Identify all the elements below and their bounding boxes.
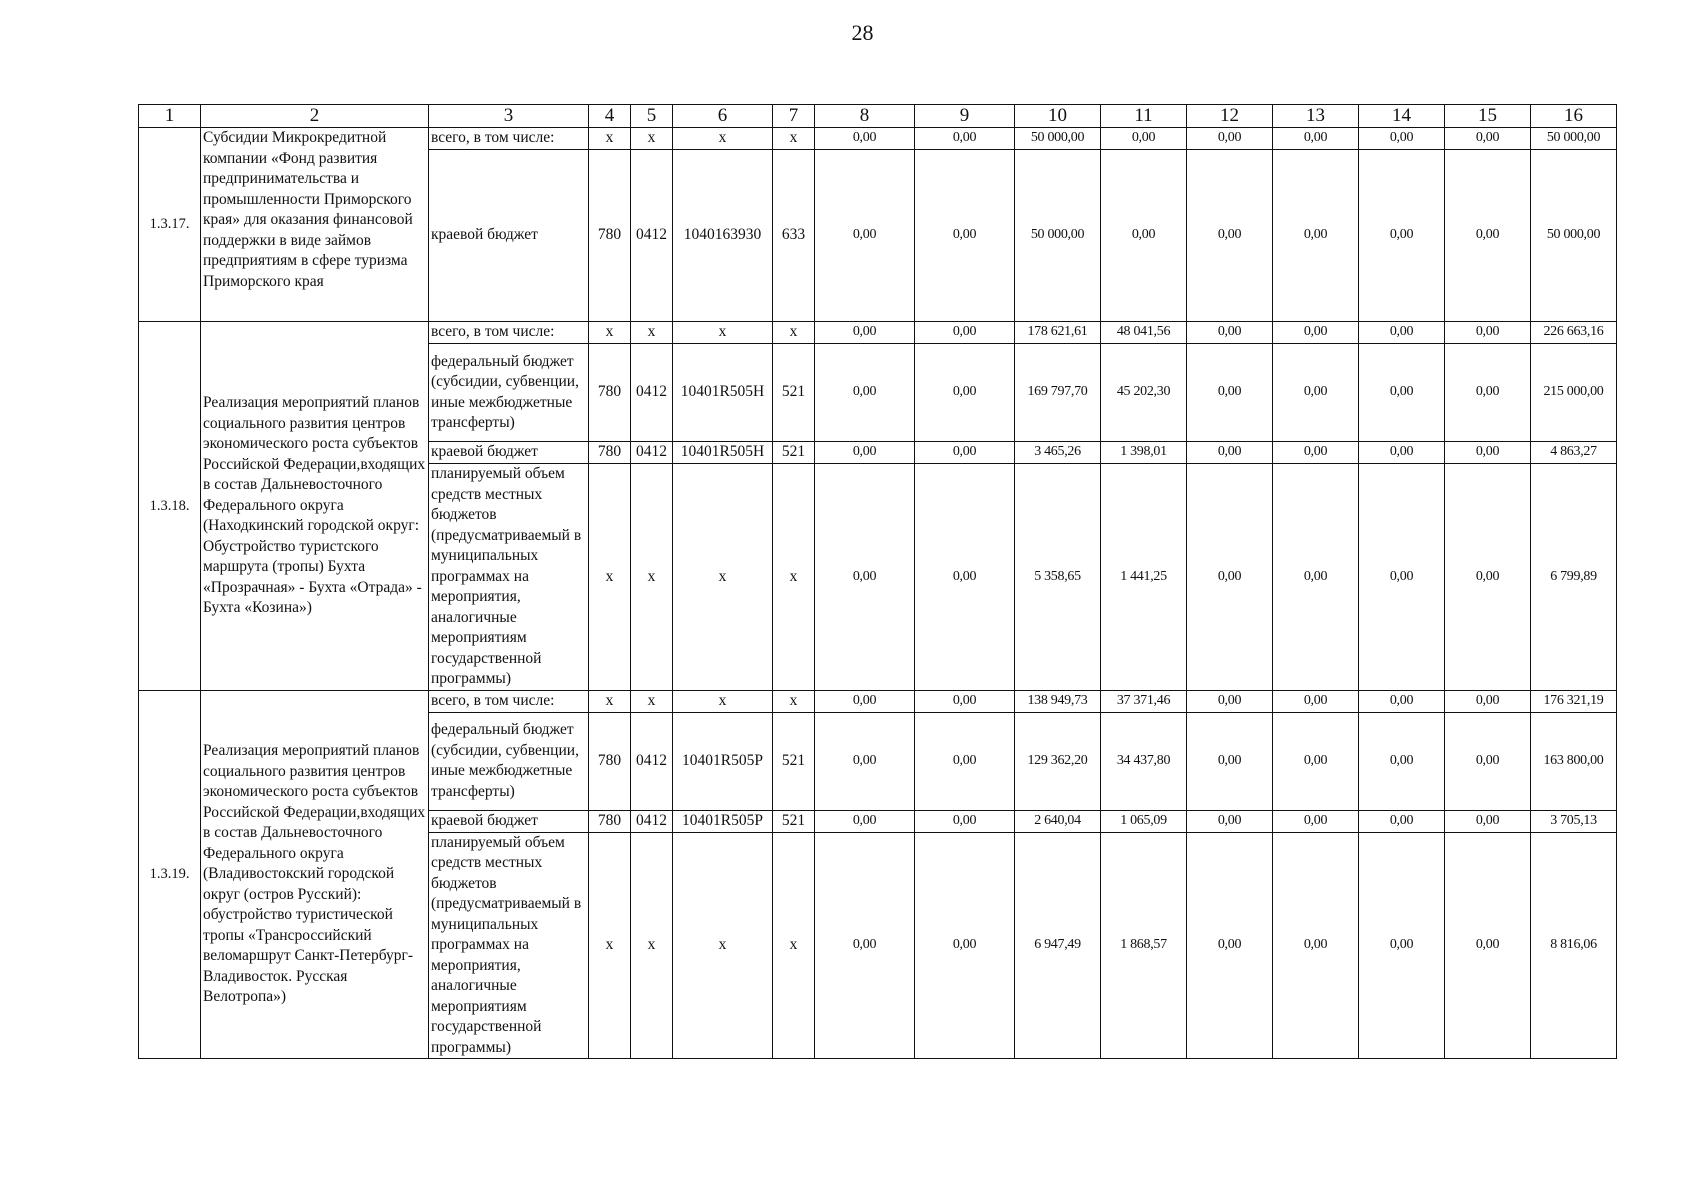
cell-col-13: 0,00: [1273, 690, 1359, 712]
cell-col-5: x: [631, 128, 673, 150]
cell-col-4: 780: [589, 810, 631, 832]
cell-col-5: 0412: [631, 810, 673, 832]
cell-col-14: 0,00: [1359, 442, 1445, 464]
funding-source: краевой бюджет: [429, 810, 589, 832]
cell-col-11: 0,00: [1101, 150, 1187, 322]
cell-col-7: x: [773, 690, 815, 712]
cell-col-9: 0,00: [915, 712, 1015, 810]
column-header: 6: [673, 105, 773, 128]
cell-col-8: 0,00: [815, 344, 915, 442]
measure-name: Субсидии Микрокредитной компании «Фонд развития предпринимательства и промышленности Приморского края» для оказания финансовой поддержки в виде займов предприятиям в сфере туризма Приморского края: [201, 128, 429, 322]
funding-source: федеральный бюджет (субсидии, субвенции, иные межбюджетные трансферты): [429, 344, 589, 442]
cell-col-6: 10401R505P: [673, 810, 773, 832]
cell-col-10: 138 949,73: [1015, 690, 1101, 712]
cell-col-16: 176 321,19: [1531, 690, 1617, 712]
cell-col-4: 780: [589, 344, 631, 442]
cell-col-14: 0,00: [1359, 150, 1445, 322]
cell-col-15: 0,00: [1445, 832, 1531, 1059]
cell-col-7: 521: [773, 712, 815, 810]
cell-col-12: 0,00: [1187, 832, 1273, 1059]
cell-col-14: 0,00: [1359, 464, 1445, 691]
cell-col-11: 1 441,25: [1101, 464, 1187, 691]
cell-col-15: 0,00: [1445, 712, 1531, 810]
cell-col-16: 50 000,00: [1531, 150, 1617, 322]
budget-table: [138, 104, 1617, 1059]
cell-col-15: 0,00: [1445, 464, 1531, 691]
cell-col-12: 0,00: [1187, 712, 1273, 810]
cell-col-13: 0,00: [1273, 150, 1359, 322]
funding-source: федеральный бюджет (субсидии, субвенции, иные межбюджетные трансферты): [429, 712, 589, 810]
funding-source: всего, в том числе:: [429, 128, 589, 150]
cell-col-4: x: [589, 690, 631, 712]
cell-col-7: 521: [773, 344, 815, 442]
cell-col-16: 226 663,16: [1531, 322, 1617, 344]
cell-col-4: 780: [589, 712, 631, 810]
cell-col-4: 780: [589, 442, 631, 464]
cell-col-7: 521: [773, 442, 815, 464]
cell-col-6: x: [673, 832, 773, 1059]
cell-col-10: 2 640,04: [1015, 810, 1101, 832]
cell-col-11: 34 437,80: [1101, 712, 1187, 810]
cell-col-12: 0,00: [1187, 690, 1273, 712]
cell-col-7: 521: [773, 810, 815, 832]
cell-col-16: 6 799,89: [1531, 464, 1617, 691]
cell-col-16: 163 800,00: [1531, 712, 1617, 810]
column-header: 1: [139, 105, 201, 128]
cell-col-5: x: [631, 464, 673, 691]
cell-col-9: 0,00: [915, 464, 1015, 691]
cell-col-9: 0,00: [915, 810, 1015, 832]
cell-col-8: 0,00: [815, 712, 915, 810]
cell-col-11: 45 202,30: [1101, 344, 1187, 442]
column-header: 2: [201, 105, 429, 128]
column-header: 16: [1531, 105, 1617, 128]
column-header: 3: [429, 105, 589, 128]
cell-col-16: 50 000,00: [1531, 128, 1617, 150]
cell-col-9: 0,00: [915, 832, 1015, 1059]
cell-col-8: 0,00: [815, 464, 915, 691]
column-header: 14: [1359, 105, 1445, 128]
cell-col-11: 1 398,01: [1101, 442, 1187, 464]
funding-source: планируемый объем средств местных бюджетов (предусматриваемый в муниципальных программах на мероприятия, аналогичные мероприятиям государственной программы): [429, 464, 589, 691]
cell-col-7: x: [773, 832, 815, 1059]
cell-col-12: 0,00: [1187, 150, 1273, 322]
cell-col-14: 0,00: [1359, 690, 1445, 712]
column-header: 8: [815, 105, 915, 128]
cell-col-16: 215 000,00: [1531, 344, 1617, 442]
cell-col-5: x: [631, 690, 673, 712]
cell-col-16: 3 705,13: [1531, 810, 1617, 832]
cell-col-10: 129 362,20: [1015, 712, 1101, 810]
column-number-row: [139, 105, 1617, 128]
cell-col-12: 0,00: [1187, 810, 1273, 832]
cell-col-11: 37 371,46: [1101, 690, 1187, 712]
cell-col-6: 10401R505H: [673, 442, 773, 464]
cell-col-11: 0,00: [1101, 128, 1187, 150]
column-header: 9: [915, 105, 1015, 128]
cell-col-4: x: [589, 832, 631, 1059]
cell-col-5: x: [631, 832, 673, 1059]
cell-col-8: 0,00: [815, 832, 915, 1059]
cell-col-10: 50 000,00: [1015, 150, 1101, 322]
cell-col-14: 0,00: [1359, 810, 1445, 832]
measure-number: 1.3.18.: [139, 322, 201, 691]
cell-col-11: 48 041,56: [1101, 322, 1187, 344]
cell-col-11: 1 868,57: [1101, 832, 1187, 1059]
cell-col-15: 0,00: [1445, 810, 1531, 832]
cell-col-5: 0412: [631, 150, 673, 322]
cell-col-12: 0,00: [1187, 464, 1273, 691]
column-header: 5: [631, 105, 673, 128]
cell-col-12: 0,00: [1187, 344, 1273, 442]
cell-col-9: 0,00: [915, 322, 1015, 344]
cell-col-9: 0,00: [915, 442, 1015, 464]
cell-col-6: x: [673, 128, 773, 150]
cell-col-12: 0,00: [1187, 128, 1273, 150]
cell-col-9: 0,00: [915, 344, 1015, 442]
cell-col-14: 0,00: [1359, 128, 1445, 150]
cell-col-4: x: [589, 464, 631, 691]
measure-total-row: [139, 322, 1617, 344]
cell-col-5: 0412: [631, 344, 673, 442]
column-header: 7: [773, 105, 815, 128]
cell-col-7: x: [773, 322, 815, 344]
cell-col-10: 50 000,00: [1015, 128, 1101, 150]
column-header: 11: [1101, 105, 1187, 128]
cell-col-13: 0,00: [1273, 832, 1359, 1059]
column-header: 10: [1015, 105, 1101, 128]
cell-col-8: 0,00: [815, 322, 915, 344]
funding-source: планируемый объем средств местных бюджетов (предусматриваемый в муниципальных программах на мероприятия, аналогичные мероприятиям государственной программы): [429, 832, 589, 1059]
cell-col-13: 0,00: [1273, 810, 1359, 832]
funding-source: всего, в том числе:: [429, 322, 589, 344]
cell-col-5: 0412: [631, 712, 673, 810]
cell-col-6: x: [673, 690, 773, 712]
cell-col-13: 0,00: [1273, 322, 1359, 344]
funding-source: всего, в том числе:: [429, 690, 589, 712]
cell-col-8: 0,00: [815, 690, 915, 712]
cell-col-13: 0,00: [1273, 344, 1359, 442]
cell-col-6: x: [673, 464, 773, 691]
cell-col-15: 0,00: [1445, 322, 1531, 344]
funding-source: краевой бюджет: [429, 150, 589, 322]
cell-col-14: 0,00: [1359, 712, 1445, 810]
cell-col-4: x: [589, 128, 631, 150]
cell-col-10: 3 465,26: [1015, 442, 1101, 464]
cell-col-6: x: [673, 322, 773, 344]
cell-col-8: 0,00: [815, 442, 915, 464]
cell-col-13: 0,00: [1273, 442, 1359, 464]
measure-number: 1.3.17.: [139, 128, 201, 322]
cell-col-15: 0,00: [1445, 128, 1531, 150]
cell-col-15: 0,00: [1445, 442, 1531, 464]
cell-col-8: 0,00: [815, 128, 915, 150]
cell-col-16: 8 816,06: [1531, 832, 1617, 1059]
cell-col-6: 10401R505P: [673, 712, 773, 810]
cell-col-8: 0,00: [815, 810, 915, 832]
cell-col-14: 0,00: [1359, 832, 1445, 1059]
cell-col-13: 0,00: [1273, 464, 1359, 691]
cell-col-15: 0,00: [1445, 344, 1531, 442]
cell-col-15: 0,00: [1445, 690, 1531, 712]
cell-col-13: 0,00: [1273, 712, 1359, 810]
cell-col-8: 0,00: [815, 150, 915, 322]
cell-col-7: x: [773, 128, 815, 150]
cell-col-9: 0,00: [915, 150, 1015, 322]
cell-col-9: 0,00: [915, 128, 1015, 150]
cell-col-6: 1040163930: [673, 150, 773, 322]
cell-col-16: 4 863,27: [1531, 442, 1617, 464]
cell-col-15: 0,00: [1445, 150, 1531, 322]
cell-col-10: 169 797,70: [1015, 344, 1101, 442]
cell-col-10: 178 621,61: [1015, 322, 1101, 344]
cell-col-5: x: [631, 322, 673, 344]
cell-col-13: 0,00: [1273, 128, 1359, 150]
column-header: 12: [1187, 105, 1273, 128]
cell-col-14: 0,00: [1359, 344, 1445, 442]
measure-total-row: [139, 690, 1617, 712]
column-header: 4: [589, 105, 631, 128]
cell-col-12: 0,00: [1187, 322, 1273, 344]
cell-col-7: x: [773, 464, 815, 691]
funding-source: краевой бюджет: [429, 442, 589, 464]
cell-col-6: 10401R505H: [673, 344, 773, 442]
cell-col-7: 633: [773, 150, 815, 322]
column-header: 15: [1445, 105, 1531, 128]
cell-col-14: 0,00: [1359, 322, 1445, 344]
cell-col-9: 0,00: [915, 690, 1015, 712]
cell-col-5: 0412: [631, 442, 673, 464]
measure-name: Реализация мероприятий планов социального развития центров экономического роста субъектов Российской Федерации,входящих в состав Дальневосточного Федерального округа (Владивостокский городской округ (остров Русский): обустройство туристической тропы «Трансроссийский веломаршрут Санкт-Петербург-Владивосток. Русская Велотропа»): [201, 690, 429, 1059]
cell-col-4: x: [589, 322, 631, 344]
cell-col-10: 6 947,49: [1015, 832, 1101, 1059]
cell-col-11: 1 065,09: [1101, 810, 1187, 832]
cell-col-10: 5 358,65: [1015, 464, 1101, 691]
column-header: 13: [1273, 105, 1359, 128]
measure-number: 1.3.19.: [139, 690, 201, 1059]
cell-col-12: 0,00: [1187, 442, 1273, 464]
measure-total-row: [139, 128, 1617, 150]
cell-col-4: 780: [589, 150, 631, 322]
measure-name: Реализация мероприятий планов социального развития центров экономического роста субъектов Российской Федерации,входящих в состав Дальневосточного Федерального округа (Находкинский городской округ: Обустройство туристского маршрута (тропы) Бухта «Прозрачная» - Бухта «Отрада» - Бухта «Козина»): [201, 322, 429, 691]
page-number: 28: [851, 20, 874, 45]
